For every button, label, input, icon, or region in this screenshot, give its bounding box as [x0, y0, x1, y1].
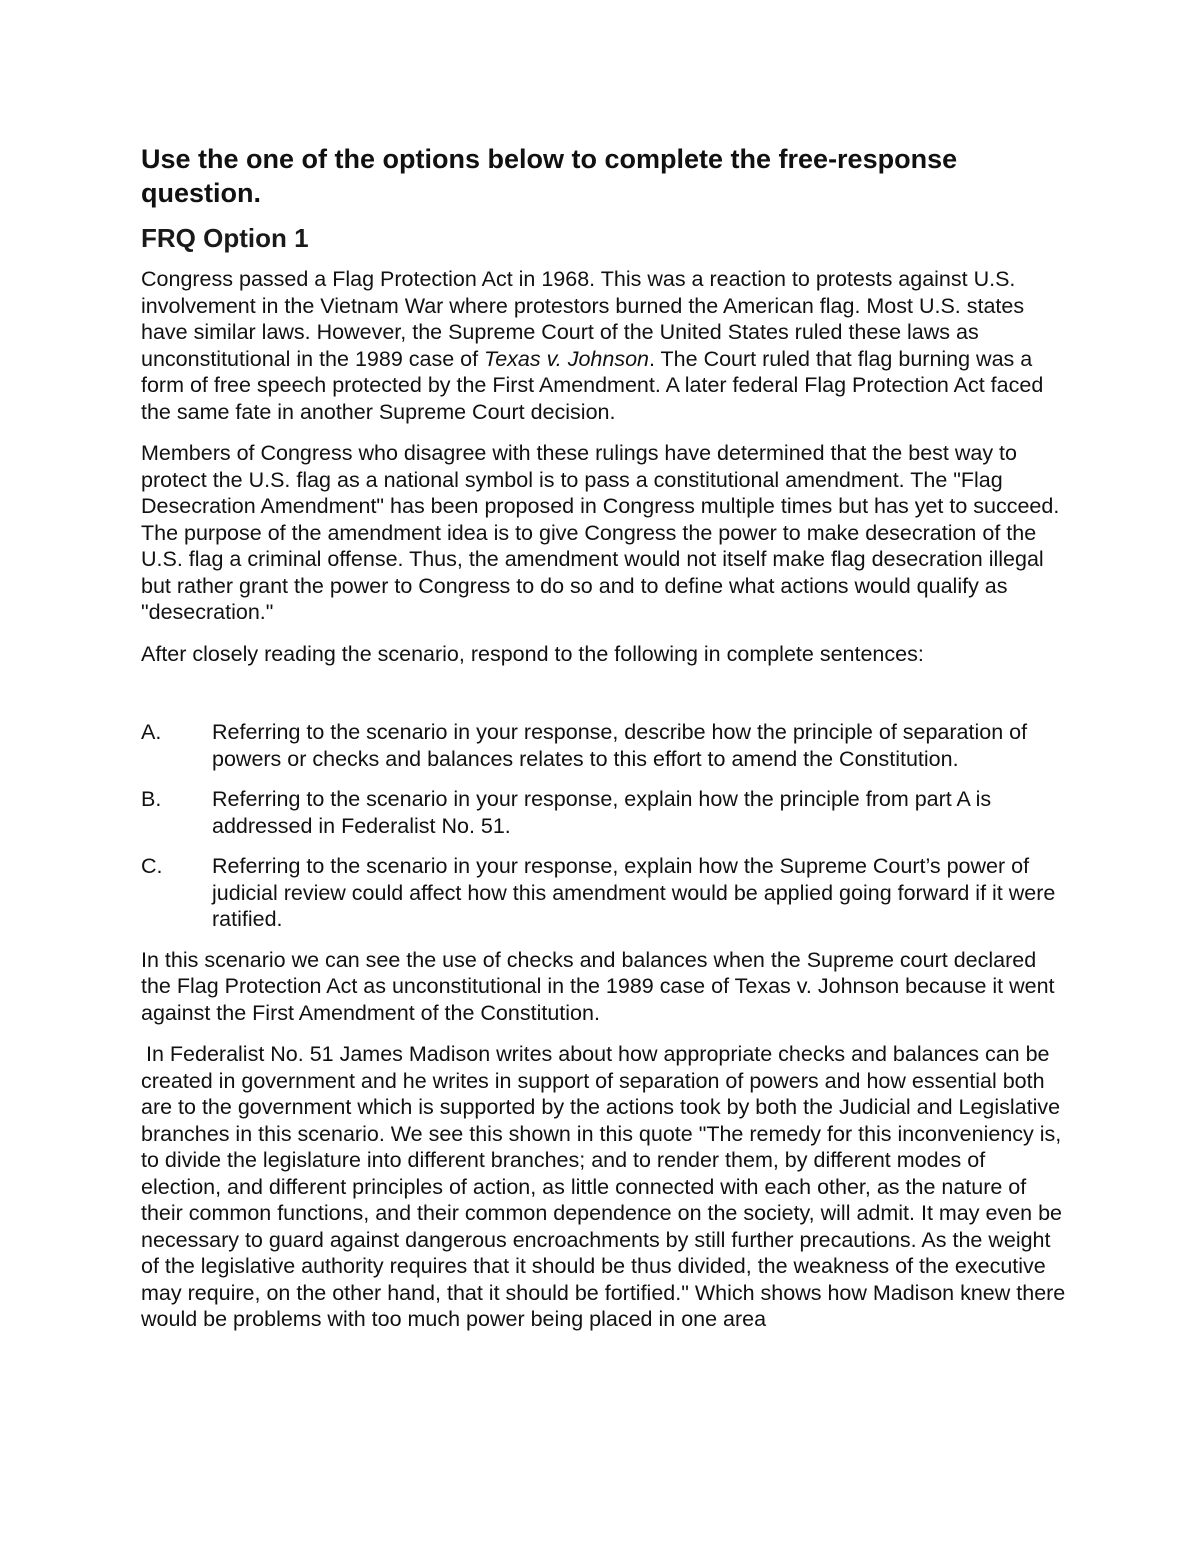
- question-text: Referring to the scenario in your response, describe how the principle of separation of powers or checks and balances relates to this effort to amend the Constitution.: [212, 720, 1028, 771]
- question-marker: C.: [141, 854, 163, 878]
- option-title: FRQ Option 1: [141, 223, 309, 253]
- scenario-paragraph-1-end: . The Court ruled that flag burning was a form of free speech protected by the First Amendment. A later federal Flag Protection Act faced the same fate in another Supreme Court decision.: [141, 346, 1044, 424]
- question-item-a: [141, 719, 1071, 772]
- answer-paragraph-1: In this scenario we can see the use of checks and balances when the Supreme court declared the Flag Protection Act as unconstitutional in the 1989 case of Texas v. Johnson because it went against the First Amendment of the Constitution.: [141, 947, 1055, 1025]
- case-name: Texas v. Johnson: [484, 346, 649, 371]
- instruction-prompt: After closely reading the scenario, respond to the following in complete sentences:: [141, 641, 924, 666]
- scenario-paragraph-1: [141, 266, 1071, 425]
- scenario-paragraph-1-start: Congress passed a Flag Protection Act in 1968. This was a reaction to protests against U.S. involvement in the Vietnam War where protestors burned the American flag. Most U.S. states have similar laws. However, the Supreme Court of the United States ruled these laws as unconstitutional in the 1989 case of: [141, 267, 1025, 371]
- question-marker: A.: [141, 720, 162, 744]
- question-list: [141, 719, 1071, 933]
- page-heading: Use the one of the options below to complete the free-response question.: [141, 144, 958, 208]
- question-marker: B.: [141, 787, 162, 811]
- document-body: [141, 142, 1071, 1348]
- question-text: Referring to the scenario in your response, explain how the principle from part A is addressed in Federalist No. 51.: [212, 787, 992, 838]
- question-text: Referring to the scenario in your response, explain how the Supreme Court’s power of judicial review could affect how this amendment would be applied going forward if it were ratified.: [212, 854, 1056, 931]
- answer-paragraph-2: In Federalist No. 51 James Madison writes about how appropriate checks and balances can be created in government and he writes in support of separation of powers and how essential both are to the government which is supported by the actions took by both the Judicial and Legislative branches in this scenario. We see this shown in this quote "The remedy for this inconveniency is, to divide the legislature into different branches; and to render them, by different modes of election, and different principles of action, as little connected with each other, as the nature of their common functions, and their common dependence on the society, will admit. It may even be necessary to guard against dangerous encroachments by still further precautions. As the weight of the legislative authority requires that it should be thus divided, the weakness of the executive may require, on the other hand, that it should be fortified." Which shows how Madison knew there would be problems with too much power being placed in one area: [141, 1042, 1066, 1331]
- scenario-paragraph-2: Members of Congress who disagree with these rulings have determined that the best way to protect the U.S. flag as a national symbol is to pass a constitutional amendment. The "Flag Desecration Amendment" has been proposed in Congress multiple times but has yet to succeed. The purpose of the amendment idea is to give Congress the power to make desecration of the U.S. flag a criminal offense. Thus, the amendment would not itself make flag desecration illegal but rather grant the power to Congress to do so and to define what actions would qualify as "desecration.": [141, 441, 1060, 624]
- question-item-c: [141, 853, 1071, 933]
- question-item-b: [141, 786, 1071, 839]
